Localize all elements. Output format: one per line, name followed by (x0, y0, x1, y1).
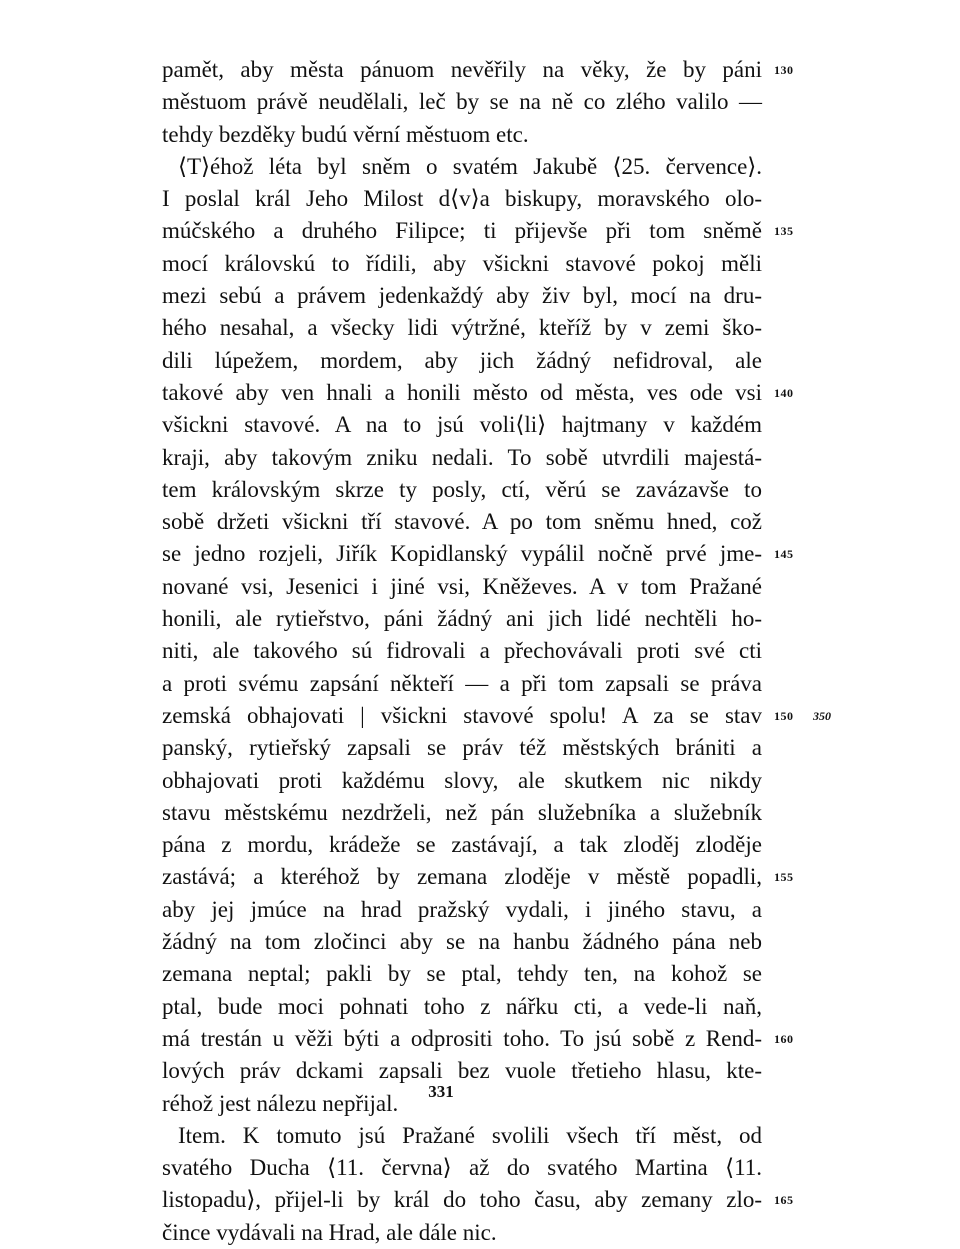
text-column (162, 54, 831, 1249)
text-line-content: pána z mordu, krádeže se zastávají, a tak zloděj zloděje (162, 832, 762, 858)
text-line-content: zemana neptal; pakli by se ptal, tehdy ten, na kohož se (162, 961, 762, 987)
text-line-content: ⟨T⟩éhož léta byl sněm o svatém Jakubě ⟨25. července⟩. (178, 153, 762, 179)
text-line (162, 151, 762, 183)
text-line (162, 248, 762, 280)
text-line-content: múčského a druhého Filipce; ti přijevše při tom sněmě (162, 218, 762, 244)
text-line-content: tehdy bezděky budú věrní městuom etc. (162, 121, 529, 147)
text-line-content: obhajovati proti každému slovy, ale skutkem nic nikdy (162, 767, 762, 793)
text-line (162, 474, 762, 506)
text-line-content: takové aby ven hnali a honili město od města, ves ode vsi (162, 379, 762, 405)
text-line (162, 54, 794, 86)
text-line (162, 571, 762, 603)
text-line (162, 1217, 762, 1249)
text-line-content: tem královským skrze ty posly, ctí, věrú se zavázavše to (162, 476, 762, 502)
text-line-content: zastává; a kteréhož by zemana zloděje v městě popadli, (162, 864, 762, 890)
text-line-content: aby jej jmúce na hrad pražský vydali, i jiného stavu, a (162, 896, 762, 922)
text-line-content: čince vydávali na Hrad, ale dále nic. (162, 1219, 497, 1245)
text-line (162, 86, 762, 118)
line-number: 165 (774, 1193, 794, 1208)
text-line (162, 345, 762, 377)
text-line (162, 635, 762, 667)
text-line-content: všickni stavové. A na to jsú voli⟨li⟩ hajtmany v každém (162, 412, 762, 438)
line-number: 150 (774, 708, 794, 723)
text-line (162, 506, 762, 538)
page-number: 331 (428, 1082, 454, 1101)
text-line (162, 732, 762, 764)
text-line-content: se jedno rozjeli, Jiřík Kopidlanský vypálil nočně prvé jme- (162, 541, 762, 567)
text-line-content: mezi sebú a právem jedenkaždý aby živ byl, mocí na dru- (162, 283, 762, 309)
text-line-content: réhož jest nálezu nepřijal. (162, 1090, 399, 1116)
text-line (162, 1120, 762, 1152)
text-line-content: sobě držeti všickni tří stavové. A po tom sněmu hned, což (162, 509, 762, 535)
line-number: 145 (774, 547, 794, 562)
text-line-content: má trestán u věži býti a odprositi toho. To jsú sobě z Rend- (162, 1025, 762, 1051)
text-line (162, 119, 762, 151)
text-line-content: honili, ale rytieřstvo, páni žádný ani jich lidé nechtěli ho- (162, 606, 762, 632)
text-line (162, 668, 762, 700)
text-line (162, 765, 762, 797)
text-line-content: nované vsi, Jesenici i jiné vsi, Kněževes. A v tom Pražané (162, 573, 762, 599)
text-line (162, 894, 762, 926)
text-line-content: pamět, aby města pánuom nevěřily na věky, že by páni (162, 57, 762, 82)
line-number: 140 (774, 385, 794, 400)
text-line (162, 700, 831, 732)
text-line-content: dili lúpežem, mordem, aby jich žádný nefidroval, ale (162, 347, 762, 373)
text-line (162, 603, 762, 635)
text-line (162, 312, 762, 344)
text-line-content: I poslal král Jeho Milost d⟨v⟩a biskupy, moravského olo- (162, 186, 762, 212)
text-line (162, 958, 762, 990)
text-line-content: a proti svému zapsání někteří — a při tom zapsali se práva (162, 670, 762, 696)
text-line-content: mocí královskú to řídili, aby všickni stavové pokoj měli (162, 250, 762, 276)
text-line (162, 1023, 794, 1055)
text-line (162, 215, 794, 247)
text-line (162, 797, 762, 829)
line-number: 160 (774, 1031, 794, 1046)
text-line (162, 183, 762, 215)
text-line-content: svatého Ducha ⟨11. června⟩ až do svatého Martina ⟨11. (162, 1155, 762, 1181)
text-line-content: hého nesahal, a všecky lidi výtržné, kteříž by v zemi ško- (162, 315, 762, 341)
text-line (162, 926, 762, 958)
text-line (162, 1184, 794, 1216)
text-line-content: ptal, bude moci pohnati toho z nářku cti, a vede-li naň, (162, 993, 762, 1019)
text-line-content: kraji, aby takovým zniku nedali. To sobě utvrdili majestá- (162, 444, 762, 470)
text-line-content: niti, ale takového sú fidrovali a přechovávali proti své cti (162, 638, 762, 664)
text-line-content: zemská obhajovati | všickni stavové spolu! A za se stav (162, 702, 762, 728)
text-line-content: lových práv dckami zapsali bez vuole třetieho hlasu, kte- (162, 1058, 762, 1084)
text-line-content: panský, rytieřský zapsali se práv též městských brániti a (162, 735, 762, 761)
text-line (162, 377, 794, 409)
text-line (162, 538, 794, 570)
text-line (162, 991, 762, 1023)
line-number: 155 (774, 870, 794, 885)
text-line-content: žádný na tom zločinci aby se na hanbu žádného pána neb (162, 929, 762, 955)
text-line-content: stavu městskému nezdrželi, než pán služebníka a služebník (162, 799, 762, 825)
source-page-reference: 350 (813, 708, 831, 723)
text-line (162, 442, 762, 474)
line-number: 130 (774, 63, 794, 77)
text-line-content: listopadu⟩, přijel-li by král do toho času, aby zemany zlo- (162, 1187, 762, 1213)
line-number: 135 (774, 224, 794, 239)
text-line-content: Item. K tomuto jsú Pražané svolili všech tří měst, od (178, 1122, 762, 1148)
text-line (162, 409, 762, 441)
text-line (162, 829, 762, 861)
text-line (162, 1152, 762, 1184)
text-line (162, 861, 794, 893)
text-line-content: městuom právě neudělali, leč by se na ně co zlého valilo — (162, 89, 762, 115)
text-line (162, 280, 762, 312)
